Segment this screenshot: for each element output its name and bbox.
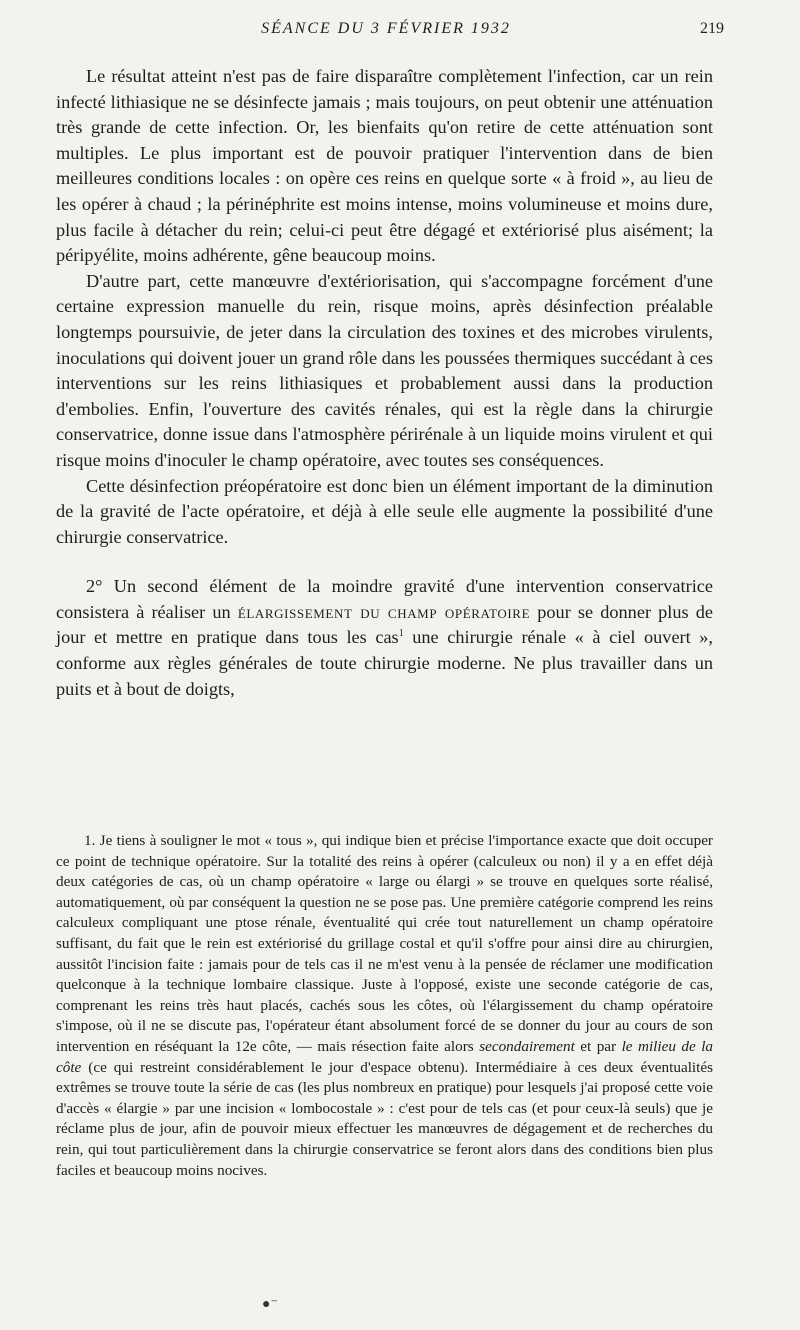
footnote-reference: 1 xyxy=(398,628,404,640)
footnote-part-c: (ce qui restreint considérablement le jour d'espace obtenu). Intermédiaire à ces deux éventualités extrêmes se trouve toute la série de cas (les plus nombreux en pratique) pour lesquels j'ai proposé cette voie d'accès « élargie » par une incision « lombocostale » : c'est pour de tels cas (et pour ceux-là seuls) que je réclame plus de jour, afin de pouvoir mieux effectuer les manœuvres de dégagement et de recherches du rein, qui tout particulièrement dans la chirurgie conservatrice se feront alors dans des conditions bien plus faciles et beaucoup moins nocives. xyxy=(56,1058,714,1179)
paragraph-4-part-c: une chirurgie rénale « à ciel ouvert », conforme aux règles générales de toute chirurgie moderne. Ne plus travailler dans un puits et à bout de doigts, xyxy=(56,627,714,699)
paragraph-4-part-a: 2° Un second élément de la moindre gravité d'une intervention conservatrice consistera à réaliser un xyxy=(56,576,713,622)
footnote xyxy=(56,831,713,1181)
page-number: 219 xyxy=(700,20,724,37)
running-head xyxy=(56,20,724,46)
page-mark-ornament: ●⁻ xyxy=(262,1297,278,1312)
paragraph-4-small-caps: élargissement du champ opératoire xyxy=(237,601,531,622)
paragraph-4-part-b: pour se donner plus de jour et mettre en pratique dans tous les cas xyxy=(56,601,714,648)
paragraph-4 xyxy=(56,574,713,702)
running-title: SÉANCE DU 3 FÉVRIER 1932 xyxy=(261,20,511,37)
footnote-emphasis-2: le milieu de la côte xyxy=(56,1037,714,1076)
paragraph-3: Cette désinfection préopératoire est donc bien un élément important de la diminution de la gravité de l'acte opératoire, et déjà à elle seule elle augmente la possibilité d'une chirurgie conservatrice. xyxy=(56,475,713,547)
footnote-emphasis-1: secondairement xyxy=(479,1037,575,1055)
footnote-part-b: et par xyxy=(580,1037,617,1055)
paragraph-1: Le résultat atteint n'est pas de faire disparaître complètement l'infection, car un rein infecté lithiasique ne se désinfecte jamais ; mais toujours, on peut obtenir une atténuation très grande de cette infection. Or, les bienfaits qu'on retire de cette atténuation sont multiples. Le plus important est de pouvoir pratiquer l'intervention dans de bien meilleures conditions locales : on opère ces reins en quelque sorte « à froid », au lieu de les opérer à chaud ; la périnéphrite est moins intense, moins volumineuse et moins dure, plus facile à détacher du rein; celui-ci peut être dégagé et extériorisé plus aisément; la péripyélite, moins adhérente, gêne beaucoup moins. xyxy=(56,66,713,266)
paragraph-2: D'autre part, cette manœuvre d'extériorisation, qui s'accompagne forcément d'une certaine expression manuelle du rein, risque moins, après désinfection préalable longtemps poursuivie, de jeter dans la circulation des toxines et des microbes virulents, inoculations qui doivent jouer un grand rôle dans les poussées thermiques succédant à ces interventions sur les reins lithiasiques et probablement aussi dans la production d'embolies. Enfin, l'ouverture des cavités rénales, qui est la règle dans la chirurgie conservatrice, donne issue dans l'atmosphère périrénale à un liquide moins virulent et qui risque moins d'inoculer le champ opératoire, avec toutes ses conséquences. xyxy=(56,270,713,470)
footnote-part-a: 1. Je tiens à souligner le mot « tous », qui indique bien et précise l'importance exacte que doit occuper ce point de technique opératoire. Sur la totalité des reins à opérer (calculeux ou non) il y a en effet déjà deux catégories de cas, où un champ opératoire « large ou élargi » se trouve en quelques sorte réalisé, automatiquement, où par conséquent la question ne se pose pas. Une première catégorie comprend les reins calculeux compliquant une ptose rénale, éventualité qui crée tout naturellement un champ opératoire suffisant, du fait que le rein est extériorisé du grillage costal et qu'il s'offre pour ainsi dire au chirurgien, aussitôt l'incision faite : jamais pour de tels cas il ne m'est venu à la pensée de réclamer une modification quelconque à la technique lombaire classique. Juste à l'opposé, existe une seconde catégorie de cas, comprenant les reins très haut placés, cachés sous les côtes, où l'élargissement du champ opératoire s'impose, où il ne se discute pas, l'opérateur étant absolument forcé de se donner du jour au cours de son intervention en réséquant la 12e côte, — mais résection faite alors xyxy=(56,832,713,1055)
footnote-text xyxy=(56,831,713,1181)
main-text xyxy=(56,64,713,702)
